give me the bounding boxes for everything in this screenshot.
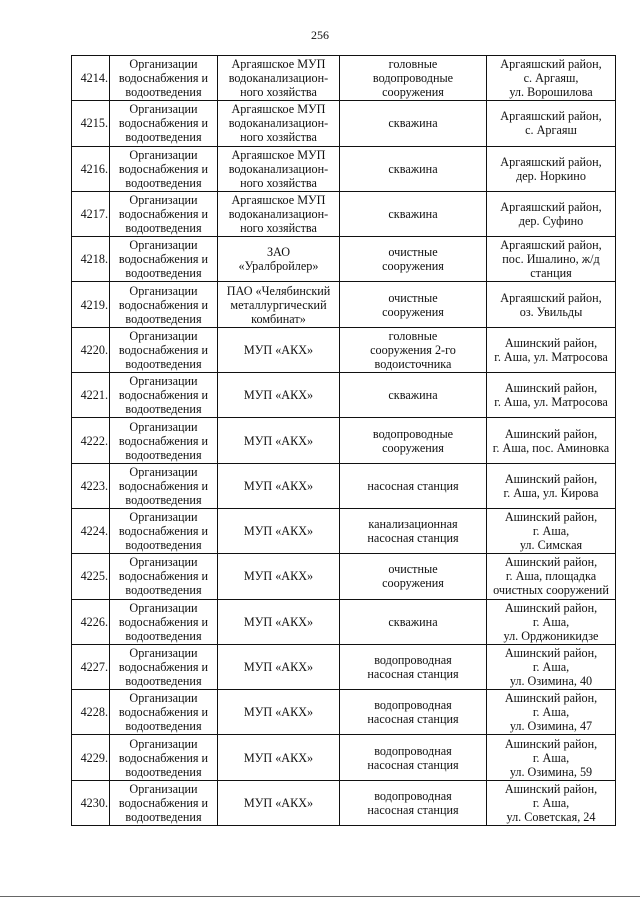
row-number-cell: 4216. xyxy=(72,146,110,191)
org-cell-line: водоотведения xyxy=(125,538,202,553)
address-cell-line: ул. Озимина, 59 xyxy=(509,764,593,779)
row-number-cell: 4217. xyxy=(72,191,110,236)
address-cell-line: ул. Озимина, 47 xyxy=(509,719,593,734)
objects-table-body xyxy=(72,56,616,826)
object-cell xyxy=(340,327,487,372)
org-cell-line: водоотведения xyxy=(125,492,202,507)
org-cell xyxy=(110,644,218,689)
object-cell xyxy=(340,282,487,327)
org-cell-line: водоотведения xyxy=(125,130,202,145)
org-cell-line: Организации xyxy=(129,328,198,343)
address-cell-line: г. Аша, xyxy=(532,795,570,810)
org-cell-line: водоотведения xyxy=(125,266,202,281)
address-cell-line: Аргаяшский район, xyxy=(500,238,602,253)
owner-cell xyxy=(218,146,340,191)
owner-cell-line: Аргаяшское МУП xyxy=(231,57,326,72)
address-cell-line: с. Аргаяш, xyxy=(523,71,579,86)
owner-cell xyxy=(218,327,340,372)
object-cell xyxy=(340,101,487,146)
address-cell-line: г. Аша, xyxy=(532,614,570,629)
org-cell xyxy=(110,735,218,780)
row-number-cell: 4228. xyxy=(72,690,110,735)
object-cell-line: водопроводная xyxy=(374,653,452,667)
owner-cell-line: комбинат» xyxy=(251,311,306,326)
table-row xyxy=(72,282,616,327)
object-cell-line: скважина xyxy=(388,207,438,222)
org-cell xyxy=(110,463,218,508)
owner-cell-line: Аргаяшское МУП xyxy=(231,193,326,208)
object-cell-line: водопроводные xyxy=(372,426,454,441)
address-cell-line: ул. Советская, 24 xyxy=(506,809,596,824)
org-cell-line: Организации xyxy=(129,147,198,162)
row-number-cell: 4226. xyxy=(72,599,110,644)
org-cell-line: водоснабжения и xyxy=(118,705,209,720)
org-cell-line: водоотведения xyxy=(125,674,202,688)
org-cell-line: водоотведения xyxy=(125,719,202,734)
address-cell-line: Ашинский район, xyxy=(504,736,598,751)
row-number-cell: 4215. xyxy=(72,101,110,146)
address-cell-line: г. Аша, ул. Матросова xyxy=(494,395,608,410)
object-cell xyxy=(340,599,487,644)
object-cell-line: канализационная xyxy=(368,517,458,532)
object-cell-line: головные xyxy=(388,57,438,72)
object-cell-line: водопроводная xyxy=(374,698,452,713)
org-cell-line: Организации xyxy=(129,193,198,208)
object-cell xyxy=(340,418,487,463)
address-cell xyxy=(487,508,616,553)
org-cell-line: Организации xyxy=(129,646,198,660)
org-cell xyxy=(110,599,218,644)
org-cell-line: водоотведения xyxy=(125,221,202,236)
address-cell xyxy=(487,146,616,191)
address-cell-line: оз. Увильды xyxy=(519,304,583,319)
owner-cell-line: МУП «АКХ» xyxy=(243,705,314,720)
org-cell-line: водоснабжения и xyxy=(118,207,209,222)
table-row xyxy=(72,735,616,780)
owner-cell xyxy=(218,644,340,689)
owner-cell xyxy=(218,373,340,418)
table-row xyxy=(72,191,616,236)
org-cell-line: водоснабжения и xyxy=(118,116,209,131)
object-cell xyxy=(340,146,487,191)
owner-cell-line: МУП «АКХ» xyxy=(243,342,314,357)
object-cell-line: насосная станция xyxy=(367,802,459,817)
object-cell-line: очистные xyxy=(388,290,438,305)
address-cell xyxy=(487,463,616,508)
owner-cell-line: водоканализацион- xyxy=(228,116,329,131)
org-cell xyxy=(110,373,218,418)
address-cell-line: дер. Суфино xyxy=(518,214,584,229)
object-cell xyxy=(340,191,487,236)
owner-cell-line: МУП «АКХ» xyxy=(243,478,314,493)
object-cell-line: сооружения xyxy=(382,85,444,100)
owner-cell-line: МУП «АКХ» xyxy=(243,524,314,539)
address-cell-line: Ашинский район, xyxy=(504,600,598,615)
org-cell-line: водоотведения xyxy=(125,628,202,643)
address-cell xyxy=(487,327,616,372)
object-cell-line: сооружения xyxy=(382,576,444,591)
org-cell-line: водоотведения xyxy=(125,583,202,598)
row-number-cell: 4220. xyxy=(72,327,110,372)
address-cell-line: ул. Орджоникидзе xyxy=(503,628,599,643)
object-cell-line: водоисточника xyxy=(374,356,452,371)
org-cell-line: водоотведения xyxy=(125,809,202,824)
org-cell-line: водоснабжения и xyxy=(118,297,209,312)
address-cell-line: очистных сооружений xyxy=(493,583,609,598)
object-cell-line: скважина xyxy=(388,614,438,629)
object-cell-line: насосная станция xyxy=(367,531,459,546)
org-cell-line: Организации xyxy=(129,510,198,525)
org-cell-line: водоснабжения и xyxy=(118,795,209,810)
org-cell-line: Организации xyxy=(129,600,198,615)
owner-cell-line: МУП «АКХ» xyxy=(243,388,314,403)
address-cell xyxy=(487,644,616,689)
owner-cell-line: водоканализацион- xyxy=(228,207,329,222)
object-cell xyxy=(340,508,487,553)
address-cell-line: Аргаяшский район, xyxy=(500,200,602,215)
owner-cell-line: водоканализацион- xyxy=(228,161,329,176)
org-cell-line: Организации xyxy=(129,555,198,570)
org-cell-line: Организации xyxy=(129,736,198,751)
owner-cell-line: МУП «АКХ» xyxy=(243,614,314,629)
table-row xyxy=(72,599,616,644)
row-number-cell: 4227. xyxy=(72,644,110,689)
address-cell-line: дер. Норкино xyxy=(516,168,586,183)
org-cell-line: водоотведения xyxy=(125,447,202,462)
address-cell-line: Ашинский район, xyxy=(504,426,598,441)
address-cell-line: Ашинский район, xyxy=(504,555,598,570)
address-cell-line: г. Аша, площадка xyxy=(505,569,597,584)
owner-cell xyxy=(218,237,340,282)
table-row xyxy=(72,508,616,553)
address-cell xyxy=(487,191,616,236)
org-cell-line: водоснабжения и xyxy=(118,524,209,539)
page-number: 256 xyxy=(311,28,329,42)
owner-cell-line: Аргаяшское МУП xyxy=(231,102,326,117)
address-cell-line: Аргаяшский район, xyxy=(500,154,602,169)
object-cell-line: насосная станция xyxy=(367,478,459,493)
owner-cell xyxy=(218,191,340,236)
address-cell-line: Аргаяшский район, xyxy=(500,290,602,305)
objects-table xyxy=(71,55,616,826)
table-row xyxy=(72,146,616,191)
org-cell-line: водоснабжения и xyxy=(118,478,209,493)
org-cell-line: Организации xyxy=(129,781,198,796)
address-cell xyxy=(487,554,616,599)
address-cell-line: с. Аргаяш xyxy=(525,123,577,138)
org-cell-line: водоотведения xyxy=(125,175,202,190)
org-cell-line: водоснабжения и xyxy=(118,161,209,176)
owner-cell-line: МУП «АКХ» xyxy=(243,433,314,448)
org-cell-line: Организации xyxy=(129,57,198,72)
address-cell xyxy=(487,56,616,101)
object-cell-line: насосная станция xyxy=(367,757,459,772)
object-cell-line: очистные xyxy=(388,245,438,260)
row-number-cell: 4224. xyxy=(72,508,110,553)
owner-cell-line: водоканализацион- xyxy=(228,71,329,86)
object-cell-line: сооружения xyxy=(382,304,444,319)
address-cell-line: Ашинский район, xyxy=(504,381,598,396)
owner-cell-line: МУП «АКХ» xyxy=(243,750,314,765)
org-cell-line: Организации xyxy=(129,374,198,389)
org-cell-line: водоснабжения и xyxy=(118,660,209,674)
owner-cell-line: МУП «АКХ» xyxy=(243,660,314,674)
address-cell-line: Аргаяшский район, xyxy=(500,57,602,72)
row-number-cell: 4230. xyxy=(72,780,110,825)
org-cell-line: водоотведения xyxy=(125,764,202,779)
org-cell xyxy=(110,327,218,372)
org-cell xyxy=(110,237,218,282)
owner-cell-line: ного хозяйства xyxy=(240,221,317,236)
org-cell-line: Организации xyxy=(129,419,198,434)
row-number-cell: 4225. xyxy=(72,554,110,599)
owner-cell xyxy=(218,735,340,780)
object-cell-line: водопроводные xyxy=(372,71,454,86)
table-row xyxy=(72,780,616,825)
table-row xyxy=(72,644,616,689)
org-cell-line: Организации xyxy=(129,283,198,298)
org-cell xyxy=(110,146,218,191)
object-cell xyxy=(340,644,487,689)
org-cell-line: водоснабжения и xyxy=(118,252,209,267)
address-cell-line: Аргаяшский район, xyxy=(500,109,602,124)
address-cell xyxy=(487,282,616,327)
address-cell-line: ул. Ворошилова xyxy=(509,85,593,100)
org-cell-line: водоснабжения и xyxy=(118,388,209,403)
owner-cell-line: ного хозяйства xyxy=(240,85,317,100)
org-cell-line: водоснабжения и xyxy=(118,569,209,584)
owner-cell-line: Аргаяшское МУП xyxy=(231,147,326,162)
object-cell-line: скважина xyxy=(388,161,438,176)
org-cell xyxy=(110,56,218,101)
object-cell-line: водопроводная xyxy=(374,788,452,803)
org-cell xyxy=(110,418,218,463)
object-cell-line: сооружения xyxy=(382,259,444,274)
address-cell-line: станция xyxy=(530,266,572,281)
table-row xyxy=(72,690,616,735)
owner-cell xyxy=(218,463,340,508)
table-row xyxy=(72,56,616,101)
object-cell xyxy=(340,735,487,780)
row-number-cell: 4223. xyxy=(72,463,110,508)
address-cell xyxy=(487,599,616,644)
owner-cell xyxy=(218,780,340,825)
address-cell-line: Ашинский район, xyxy=(504,471,598,486)
address-cell-line: г. Аша, xyxy=(532,660,570,674)
scan-edge-line xyxy=(0,896,640,897)
object-cell-line: водопроводная xyxy=(374,743,452,758)
org-cell xyxy=(110,508,218,553)
row-number-cell: 4218. xyxy=(72,237,110,282)
address-cell xyxy=(487,735,616,780)
table-row xyxy=(72,327,616,372)
row-number-cell: 4221. xyxy=(72,373,110,418)
org-cell xyxy=(110,690,218,735)
org-cell-line: Организации xyxy=(129,102,198,117)
object-cell xyxy=(340,56,487,101)
table-row xyxy=(72,554,616,599)
object-cell-line: скважина xyxy=(388,116,438,131)
object-cell-line: насосная станция xyxy=(367,712,459,727)
address-cell-line: Ашинский район, xyxy=(504,335,598,350)
owner-cell xyxy=(218,418,340,463)
address-cell-line: ул. Симская xyxy=(519,538,583,553)
org-cell-line: водоснабжения и xyxy=(118,614,209,629)
owner-cell-line: ного хозяйства xyxy=(240,175,317,190)
address-cell-line: г. Аша, ул. Кирова xyxy=(503,485,599,500)
org-cell-line: Организации xyxy=(129,691,198,706)
org-cell-line: Организации xyxy=(129,238,198,253)
table-row xyxy=(72,237,616,282)
owner-cell xyxy=(218,508,340,553)
address-cell xyxy=(487,373,616,418)
owner-cell-line: ПАО «Челябинский xyxy=(226,283,331,298)
org-cell-line: водоотведения xyxy=(125,356,202,371)
owner-cell xyxy=(218,690,340,735)
org-cell xyxy=(110,191,218,236)
org-cell-line: водоснабжения и xyxy=(118,433,209,448)
address-cell-line: пос. Ишалино, ж/д xyxy=(502,252,600,267)
table-row xyxy=(72,101,616,146)
owner-cell-line: ного хозяйства xyxy=(240,130,317,145)
org-cell xyxy=(110,780,218,825)
org-cell xyxy=(110,282,218,327)
address-cell xyxy=(487,690,616,735)
address-cell-line: Ашинский район, xyxy=(504,781,598,796)
object-cell-line: очистные xyxy=(388,562,438,577)
table-row xyxy=(72,463,616,508)
object-cell-line: сооружения xyxy=(382,440,444,455)
address-cell-line: Ашинский район, xyxy=(504,691,598,706)
org-cell-line: водоснабжения и xyxy=(118,750,209,765)
address-cell-line: ул. Озимина, 40 xyxy=(509,674,593,688)
org-cell-line: водоснабжения и xyxy=(118,71,209,86)
address-cell-line: г. Аша, xyxy=(532,705,570,720)
org-cell-line: водоснабжения и xyxy=(118,342,209,357)
address-cell-line: г. Аша, xyxy=(532,524,570,539)
owner-cell xyxy=(218,554,340,599)
object-cell xyxy=(340,780,487,825)
object-cell xyxy=(340,373,487,418)
owner-cell-line: МУП «АКХ» xyxy=(243,569,314,584)
object-cell xyxy=(340,463,487,508)
object-cell xyxy=(340,554,487,599)
owner-cell xyxy=(218,282,340,327)
row-number-cell: 4214. xyxy=(72,56,110,101)
address-cell-line: Ашинский район, xyxy=(504,646,598,660)
owner-cell-line: ЗАО xyxy=(266,245,291,260)
address-cell-line: г. Аша, пос. Аминовка xyxy=(492,440,610,455)
owner-cell xyxy=(218,56,340,101)
object-cell-line: скважина xyxy=(388,388,438,403)
org-cell-line: водоотведения xyxy=(125,85,202,100)
org-cell xyxy=(110,554,218,599)
org-cell xyxy=(110,101,218,146)
address-cell-line: г. Аша, ул. Матросова xyxy=(494,349,608,364)
owner-cell-line: металлургический xyxy=(230,297,327,312)
address-cell xyxy=(487,101,616,146)
owner-cell xyxy=(218,599,340,644)
org-cell-line: водоотведения xyxy=(125,311,202,326)
row-number-cell: 4222. xyxy=(72,418,110,463)
object-cell-line: сооружения 2-го xyxy=(370,342,456,357)
object-cell-line: насосная станция xyxy=(367,667,459,681)
table-row xyxy=(72,373,616,418)
address-cell-line: г. Аша, xyxy=(532,750,570,765)
row-number-cell: 4229. xyxy=(72,735,110,780)
org-cell-line: Организации xyxy=(129,464,198,479)
object-cell xyxy=(340,690,487,735)
object-cell xyxy=(340,237,487,282)
address-cell xyxy=(487,780,616,825)
org-cell-line: водоотведения xyxy=(125,402,202,417)
address-cell xyxy=(487,418,616,463)
object-cell-line: головные xyxy=(388,328,438,343)
owner-cell-line: МУП «АКХ» xyxy=(243,795,314,810)
address-cell-line: Ашинский район, xyxy=(504,510,598,525)
row-number-cell: 4219. xyxy=(72,282,110,327)
owner-cell xyxy=(218,101,340,146)
owner-cell-line: «Уралбройлер» xyxy=(238,259,319,274)
address-cell xyxy=(487,237,616,282)
table-row xyxy=(72,418,616,463)
